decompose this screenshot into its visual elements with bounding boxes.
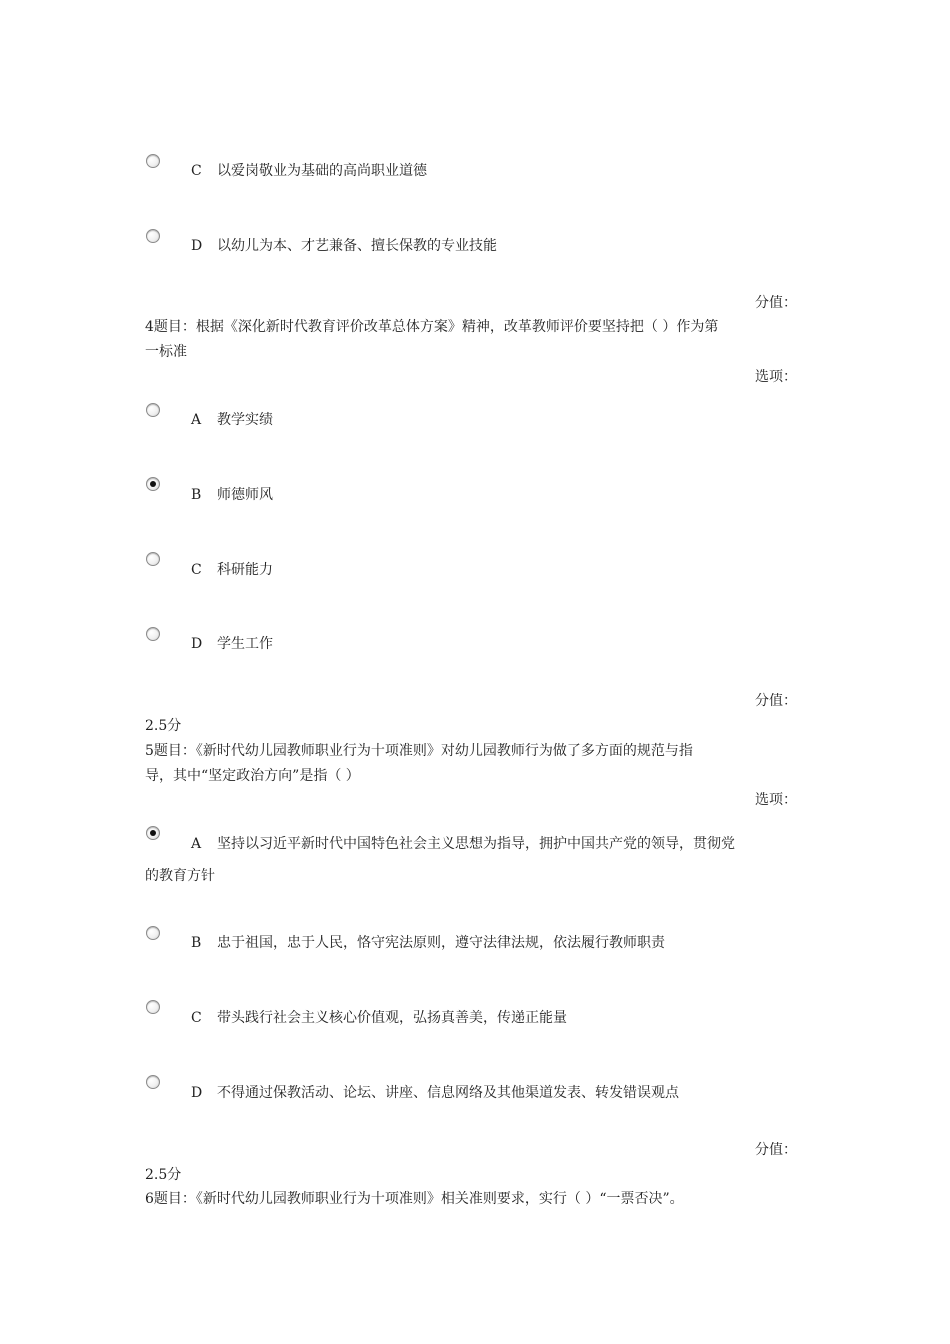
option-text: 忠于祖国，忠于人民，恪守宪法原则，遵守法律法规，依法履行教师职责 bbox=[217, 935, 665, 951]
option-letter: B bbox=[191, 487, 202, 503]
option-letter: A bbox=[191, 836, 202, 852]
option-letter: C bbox=[191, 163, 202, 179]
radio-button[interactable] bbox=[146, 229, 160, 243]
q4-question-line2: 一标准 bbox=[145, 344, 187, 360]
q6-score-value: 2.5分 bbox=[145, 1167, 182, 1183]
q4-options-label: 选项： bbox=[755, 369, 797, 385]
radio-button[interactable] bbox=[146, 1075, 160, 1089]
option-text: 以幼儿为本、才艺兼备、擅长保教的专业技能 bbox=[217, 238, 497, 254]
option-text: 学生工作 bbox=[217, 636, 273, 652]
option-letter: D bbox=[191, 1085, 203, 1101]
option-letter: C bbox=[191, 562, 202, 578]
q4-question-line1: 4题目：根据《深化新时代教育评价改革总体方案》精神，改革教师评价要坚持把（ ）作为第 bbox=[145, 319, 719, 335]
radio-button-selected[interactable] bbox=[146, 477, 160, 491]
radio-button[interactable] bbox=[146, 627, 160, 641]
q4-score-label: 分值： bbox=[755, 295, 797, 311]
option-text-continued: 的教育方针 bbox=[145, 868, 215, 884]
option-text: 以爱岗敬业为基础的高尚职业道德 bbox=[217, 163, 427, 179]
radio-button-selected[interactable] bbox=[146, 826, 160, 840]
radio-button[interactable] bbox=[146, 154, 160, 168]
option-text: 坚持以习近平新时代中国特色社会主义思想为指导，拥护中国共产党的领导，贯彻党 bbox=[217, 836, 735, 852]
option-text: 师德师风 bbox=[217, 487, 273, 503]
q6-question-line1: 6题目：《新时代幼儿园教师职业行为十项准则》相关准则要求，实行（ ）“一票否决”。 bbox=[145, 1191, 684, 1207]
option-letter: D bbox=[191, 636, 203, 652]
option-letter: A bbox=[191, 412, 202, 428]
option-letter: B bbox=[191, 935, 202, 951]
q5-question-line2: 导，其中“坚定政治方向”是指（ ） bbox=[145, 768, 360, 784]
q5-score-value: 2.5分 bbox=[145, 718, 182, 734]
q6-score-label: 分值： bbox=[755, 1142, 797, 1158]
option-letter: C bbox=[191, 1010, 202, 1026]
option-text: 教学实绩 bbox=[217, 412, 273, 428]
option-letter: D bbox=[191, 238, 203, 254]
q5-options-label: 选项： bbox=[755, 792, 797, 808]
radio-button[interactable] bbox=[146, 926, 160, 940]
option-text: 带头践行社会主义核心价值观，弘扬真善美，传递正能量 bbox=[217, 1010, 567, 1026]
option-text: 科研能力 bbox=[217, 562, 273, 578]
q5-score-label: 分值： bbox=[755, 693, 797, 709]
radio-button[interactable] bbox=[146, 403, 160, 417]
radio-button[interactable] bbox=[146, 1000, 160, 1014]
radio-button[interactable] bbox=[146, 552, 160, 566]
q5-question-line1: 5题目：《新时代幼儿园教师职业行为十项准则》对幼儿园教师行为做了多方面的规范与指 bbox=[145, 743, 693, 759]
option-text: 不得通过保教活动、论坛、讲座、信息网络及其他渠道发表、转发错误观点 bbox=[217, 1085, 679, 1101]
